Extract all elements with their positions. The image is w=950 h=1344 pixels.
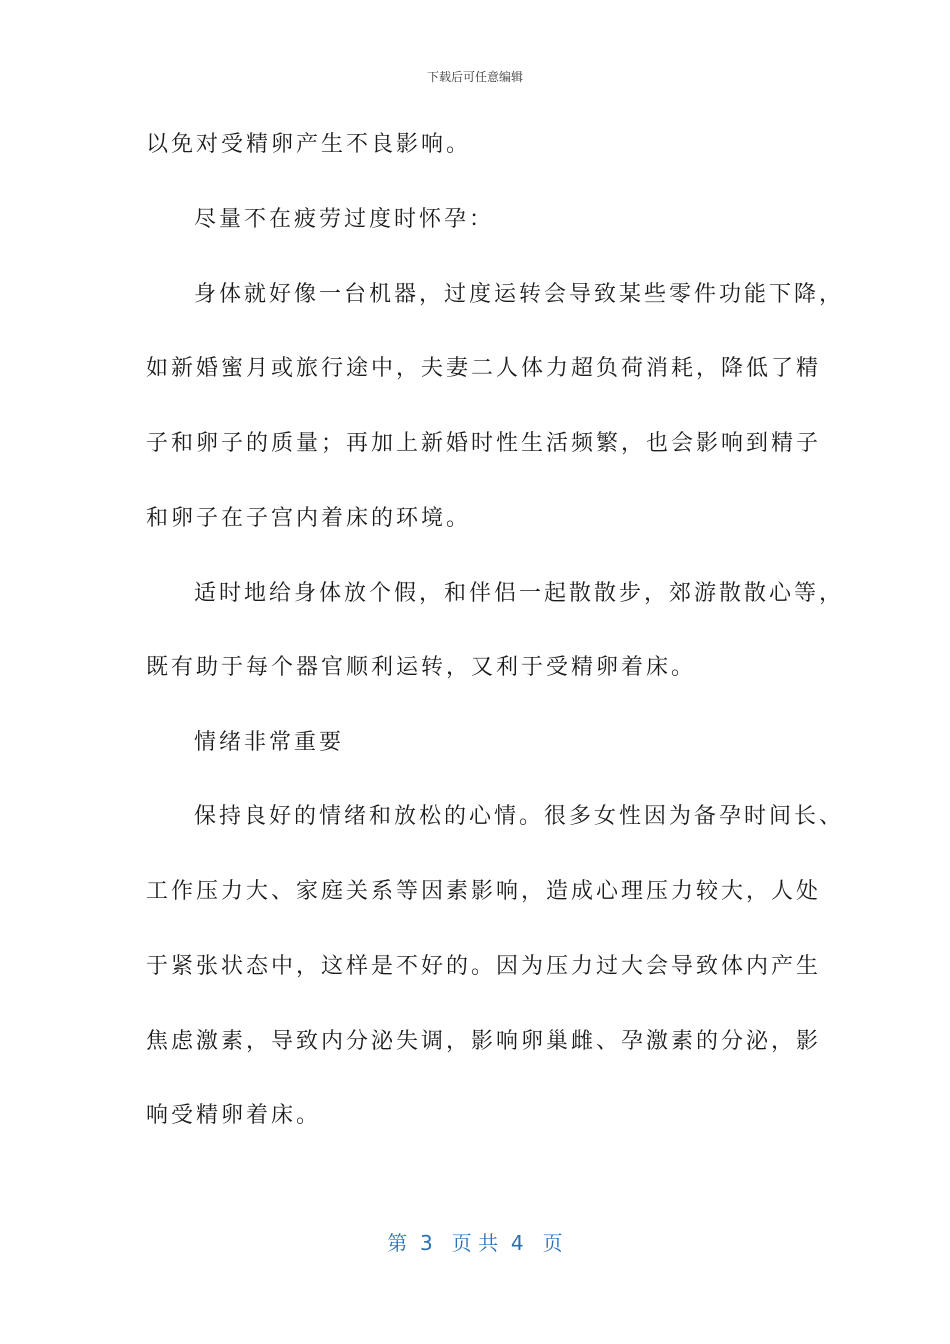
paragraph-line: 既有助于每个器官顺利运转，又利于受精卵着床。 — [146, 655, 697, 680]
paragraph-line: 身体就好像一台机器，过度运转会导致某些零件功能下降， — [194, 282, 845, 307]
section-heading-emotion: 情绪非常重要 — [194, 730, 345, 755]
paragraph-line: 焦虑激素，导致内分泌失调，影响卵巢雌、孕激素的分泌，影 — [146, 1029, 822, 1054]
paragraph-line: 如新婚蜜月或旅行途中，夫妻二人体力超负荷消耗，降低了精 — [146, 356, 822, 381]
paragraph-line: 工作压力大、家庭关系等因素影响，造成心理压力较大，人处 — [146, 879, 822, 904]
page-number-footer: 第 3 页 共 4 页 — [387, 1231, 563, 1255]
paragraph-line: 于紧张状态中，这样是不好的。因为压力过大会导致体内产生 — [146, 954, 822, 979]
paragraph-line: 子和卵子的质量；再加上新婚时性生活频繁，也会影响到精子 — [146, 431, 822, 456]
section-heading-fatigue: 尽量不在疲劳过度时怀孕： — [194, 207, 495, 232]
paragraph-line: 以免对受精卵产生不良影响。 — [146, 132, 472, 157]
paragraph-line: 适时地给身体放个假，和伴侣一起散散步，郊游散散心等， — [194, 581, 845, 606]
paragraph-line: 保持良好的情绪和放松的心情。很多女性因为备孕时间长、 — [194, 804, 845, 829]
header-note: 下载后可任意编辑 — [426, 70, 523, 84]
paragraph-line: 响受精卵着床。 — [146, 1103, 322, 1128]
paragraph-line: 和卵子在子宫内着床的环境。 — [146, 506, 472, 531]
